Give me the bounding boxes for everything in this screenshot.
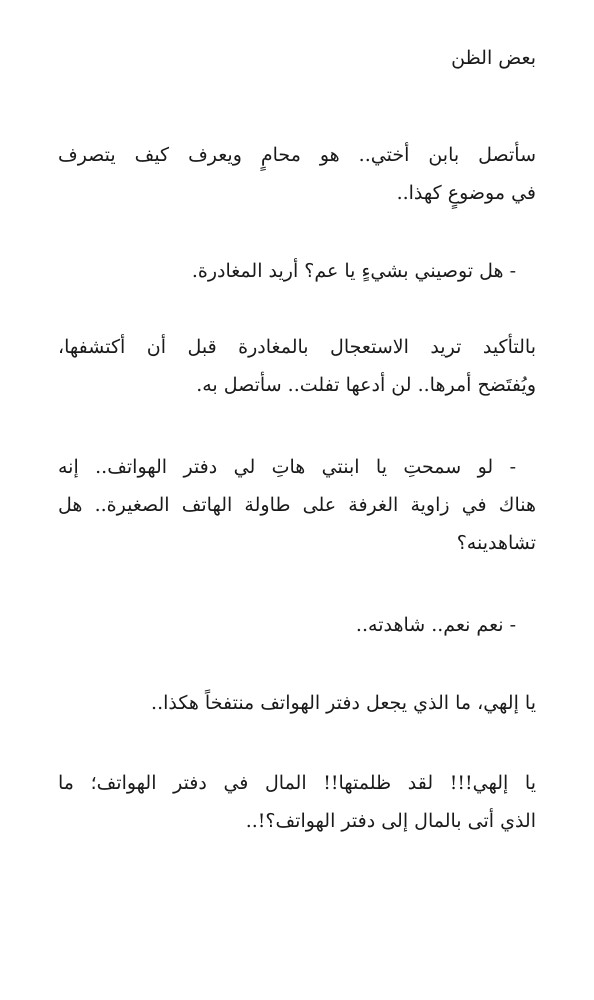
paragraph-line: ويُفتَضح أمرها.. لن أدعها تفلت.. سأتصل به.	[196, 374, 536, 396]
paragraph-line: بالتأكيد تريد الاستعجال بالمغادرة قبل أن أكتشفها،	[58, 336, 536, 358]
paragraph-line: يا إلهي!!! لقد ظلمتها!! المال في دفتر الهواتف؛ ما	[58, 772, 536, 794]
paragraph	[58, 136, 536, 212]
dialogue-paragraph	[58, 448, 536, 562]
paragraph-line: يا إلهي، ما الذي يجعل دفتر الهواتف منتفخاً هكذا..	[151, 692, 536, 714]
paragraph	[58, 764, 536, 840]
paragraph-line: تشاهدينه؟	[456, 532, 536, 554]
paragraph-line: الذي أتى بالمال إلى دفتر الهواتف؟!..	[245, 810, 536, 832]
paragraph	[58, 328, 536, 404]
paragraph-line: هناك في زاوية الغرفة على طاولة الهاتف الصغيرة.. هل	[58, 494, 536, 516]
paragraph-line: - نعم نعم.. شاهدته..	[355, 614, 516, 636]
paragraph-line: - لو سمحتِ يا ابنتي هاتِ لي دفتر الهواتف.. إنه	[58, 456, 516, 478]
page-header-title: بعض الظن	[451, 47, 536, 69]
paragraph-line: - هل توصيني بشيءٍ يا عم؟ أريد المغادرة.	[191, 260, 516, 282]
paragraph	[58, 684, 536, 722]
dialogue-paragraph	[58, 606, 536, 644]
paragraph-line: في موضوعٍ كهذا..	[396, 182, 536, 204]
paragraph-line: سأتصل بابن أختي.. هو محامٍ ويعرف كيف يتصرف	[58, 144, 536, 166]
dialogue-paragraph	[58, 252, 536, 290]
